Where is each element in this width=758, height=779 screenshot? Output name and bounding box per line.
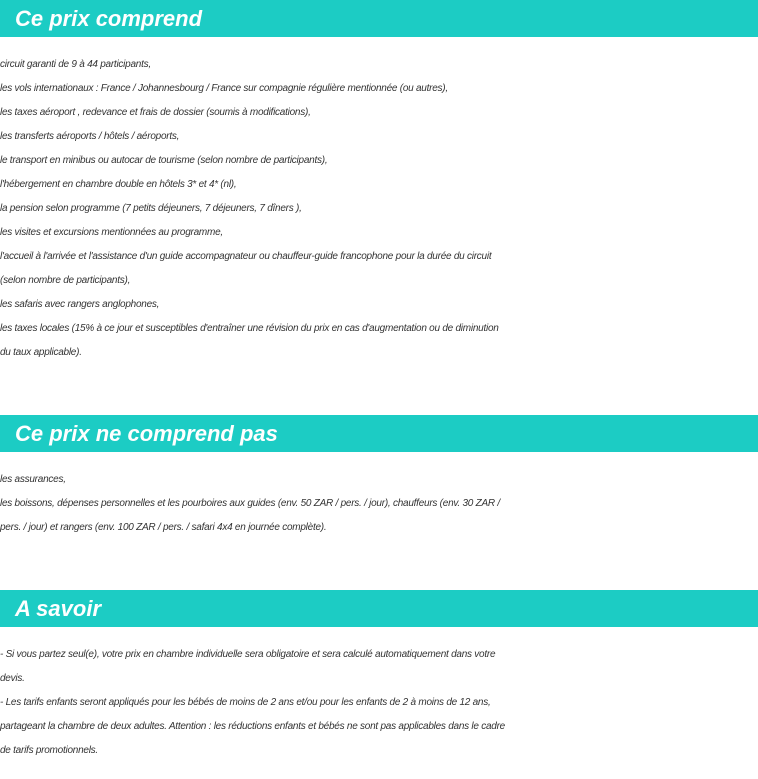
list-item: de tarifs promotionnels. [0,745,98,756]
list-item: devis. [0,673,25,684]
section-title-not-included: Ce prix ne comprend pas [15,421,278,446]
section-header-to-know [0,590,758,627]
list-item: - Si vous partez seul(e), votre prix en chambre individuelle sera obligatoire et sera calculé automatiquement dans votre [0,649,496,660]
list-item: l'accueil à l'arrivée et l'assistance d'un guide accompagnateur ou chauffeur-guide francophone pour la durée du circuit [0,251,492,262]
list-item: les safaris avec rangers anglophones, [0,299,160,310]
section-included [0,0,758,365]
list-item: pers. / jour) et rangers (env. 100 ZAR / pers. / safari 4x4 en journée complète). [0,522,327,533]
list-item: les taxes locales (15% à ce jour et susceptibles d'entraîner une révision du prix en cas d'augmentation ou de diminution [0,323,499,334]
section-header-not-included [0,415,758,452]
list-item: l'hébergement en chambre double en hôtels 3* et 4* (nl), [0,179,237,190]
list-item: les taxes aéroport , redevance et frais de dossier (soumis à modifications), [0,107,311,118]
list-item: du taux applicable). [0,347,82,358]
list-item: le transport en minibus ou autocar de tourisme (selon nombre de participants), [0,155,328,166]
list-item: (selon nombre de participants), [0,275,131,286]
list-item: les transferts aéroports / hôtels / aéroports, [0,131,180,142]
section-title-included: Ce prix comprend [15,6,203,31]
list-item: les vols internationaux : France / Johannesbourg / France sur compagnie régulière mentionnée (ou autres), [0,83,448,94]
list-item: les assurances, [0,474,66,485]
list-item: la pension selon programme (7 petits déjeuners, 7 déjeuners, 7 dîners ), [0,203,302,214]
section-body-to-know [0,643,758,763]
section-body-included [0,53,758,365]
list-item: les boissons, dépenses personnelles et les pourboires aux guides (env. 50 ZAR / pers. / jour), chauffeurs (env. 30 ZAR / [0,498,500,509]
section-body-not-included [0,468,758,540]
list-item: circuit garanti de 9 à 44 participants, [0,59,151,70]
section-header-included [0,0,758,37]
list-item: - Les tarifs enfants seront appliqués pour les bébés de moins de 2 ans et/ou pour les enfants de 2 à moins de 12 ans, [0,697,491,708]
list-item: les visites et excursions mentionnées au programme, [0,227,223,238]
list-item: partageant la chambre de deux adultes. Attention : les réductions enfants et bébés ne sont pas applicables dans le cadre [0,721,505,732]
section-to-know [0,590,758,763]
section-title-to-know: A savoir [15,596,102,621]
section-not-included [0,415,758,540]
